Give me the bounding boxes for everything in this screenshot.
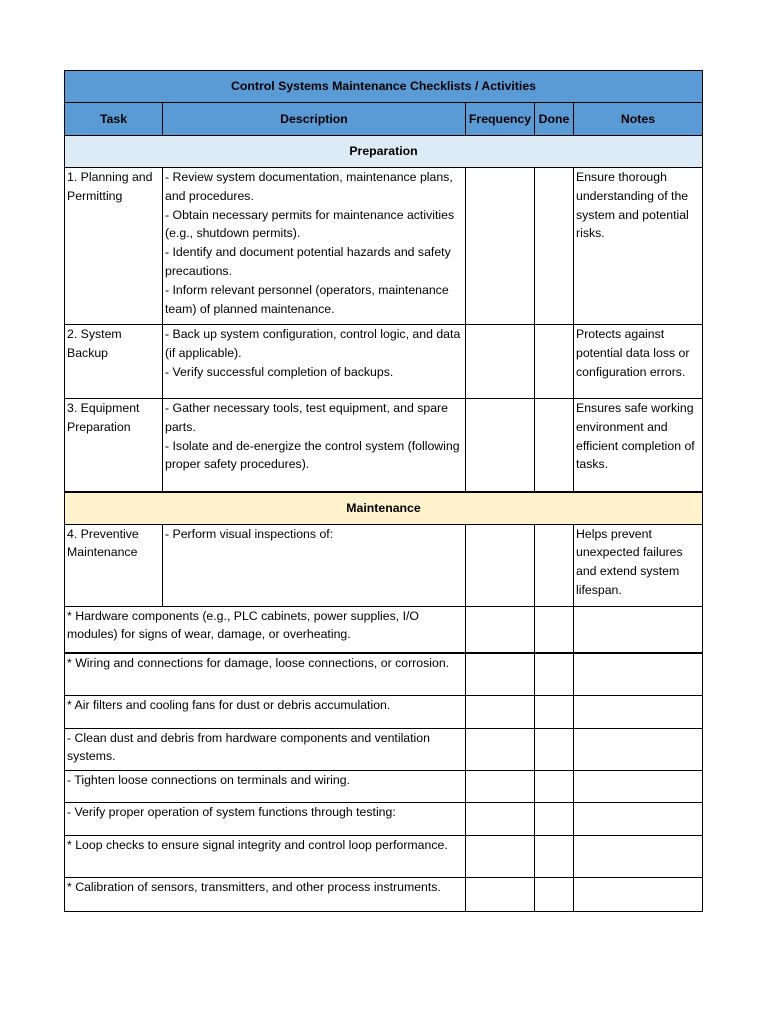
header-frequency: Frequency — [466, 103, 535, 136]
header-notes: Notes — [574, 103, 703, 136]
task-cell: 2. System Backup — [65, 325, 163, 399]
table-row — [65, 802, 703, 835]
description-cell — [163, 168, 466, 325]
description-cell — [163, 399, 466, 492]
section-row-preparation — [65, 136, 703, 168]
notes-cell — [574, 728, 703, 770]
section-row-maintenance — [65, 492, 703, 525]
description-cell — [163, 524, 466, 606]
frequency-cell[interactable] — [466, 606, 535, 653]
task-cell: 1. Planning and Permitting — [65, 168, 163, 325]
subitem-cell: * Hardware components (e.g., PLC cabinets, power supplies, I/O modules) for signs of wear, damage, or overheating. — [65, 606, 466, 653]
header-task: Task — [65, 103, 163, 136]
notes-cell: Helps prevent unexpected failures and extend system lifespan. — [574, 524, 703, 606]
header-description: Description — [163, 103, 466, 136]
task-cell: 4. Preventive Maintenance — [65, 524, 163, 606]
subitem-cell: * Wiring and connections for damage, loose connections, or corrosion. — [65, 653, 466, 695]
frequency-cell[interactable] — [466, 325, 535, 399]
done-cell[interactable] — [535, 877, 574, 911]
table-row — [65, 325, 703, 399]
description-line: - Review system documentation, maintenance plans, and procedures. — [165, 170, 453, 203]
done-cell[interactable] — [535, 606, 574, 653]
description-line: - Verify successful completion of backups. — [165, 364, 394, 379]
frequency-cell[interactable] — [466, 399, 535, 492]
notes-cell: Ensure thorough understanding of the system and potential risks. — [574, 168, 703, 325]
done-cell[interactable] — [535, 695, 574, 728]
notes-cell — [574, 653, 703, 695]
frequency-cell[interactable] — [466, 802, 535, 835]
subitem-cell: * Calibration of sensors, transmitters, and other process instruments. — [65, 877, 466, 911]
table-row — [65, 524, 703, 606]
done-cell[interactable] — [535, 770, 574, 802]
subitem-cell: * Loop checks to ensure signal integrity and control loop performance. — [65, 835, 466, 877]
done-cell[interactable] — [535, 835, 574, 877]
subitem-cell: * Air filters and cooling fans for dust or debris accumulation. — [65, 695, 466, 728]
table-row — [65, 835, 703, 877]
task-cell: 3. Equipment Preparation — [65, 399, 163, 492]
description-line: - Obtain necessary permits for maintenance activities (e.g., shutdown permits). — [165, 207, 455, 241]
notes-cell — [574, 606, 703, 653]
table-row — [65, 728, 703, 770]
table-row — [65, 606, 703, 653]
table-row — [65, 770, 703, 802]
done-cell[interactable] — [535, 802, 574, 835]
notes-cell — [574, 835, 703, 877]
notes-cell — [574, 877, 703, 911]
description-line: - Perform visual inspections of: — [165, 526, 334, 541]
section-title-maintenance: Maintenance — [65, 492, 703, 525]
frequency-cell[interactable] — [466, 835, 535, 877]
table-title: Control Systems Maintenance Checklists / Activities — [65, 71, 703, 103]
table-row — [65, 399, 703, 492]
table-row — [65, 168, 703, 325]
table-row — [65, 877, 703, 911]
done-cell[interactable] — [535, 524, 574, 606]
notes-cell: Protects against potential data loss or configuration errors. — [574, 325, 703, 399]
frequency-cell[interactable] — [466, 728, 535, 770]
done-cell[interactable] — [535, 399, 574, 492]
done-cell[interactable] — [535, 728, 574, 770]
description-line: - Identify and document potential hazards and safety precautions. — [165, 245, 451, 278]
done-cell[interactable] — [535, 325, 574, 399]
header-done: Done — [535, 103, 574, 136]
section-title-preparation: Preparation — [65, 136, 703, 168]
description-line: - Gather necessary tools, test equipment, and spare parts. — [165, 401, 448, 434]
header-row — [65, 103, 703, 136]
title-row — [65, 71, 703, 103]
table-row — [65, 695, 703, 728]
maintenance-checklist-table — [64, 70, 703, 912]
frequency-cell[interactable] — [466, 653, 535, 695]
subitem-cell: - Clean dust and debris from hardware components and ventilation systems. — [65, 728, 466, 770]
subitem-cell: - Tighten loose connections on terminals and wiring. — [65, 770, 466, 802]
frequency-cell[interactable] — [466, 877, 535, 911]
done-cell[interactable] — [535, 168, 574, 325]
notes-cell: Ensures safe working environment and efficient completion of tasks. — [574, 399, 703, 492]
frequency-cell[interactable] — [466, 168, 535, 325]
frequency-cell[interactable] — [466, 695, 535, 728]
table-row — [65, 653, 703, 695]
frequency-cell[interactable] — [466, 524, 535, 606]
frequency-cell[interactable] — [466, 770, 535, 802]
done-cell[interactable] — [535, 653, 574, 695]
description-line: - Inform relevant personnel (operators, maintenance team) of planned maintenance. — [165, 282, 449, 316]
description-cell — [163, 325, 466, 399]
description-line: - Back up system configuration, control logic, and data (if applicable). — [165, 327, 461, 360]
notes-cell — [574, 802, 703, 835]
description-line: - Isolate and de-energize the control system (following proper safety procedures). — [165, 438, 460, 472]
subitem-cell: - Verify proper operation of system functions through testing: — [65, 802, 466, 835]
notes-cell — [574, 695, 703, 728]
notes-cell — [574, 770, 703, 802]
